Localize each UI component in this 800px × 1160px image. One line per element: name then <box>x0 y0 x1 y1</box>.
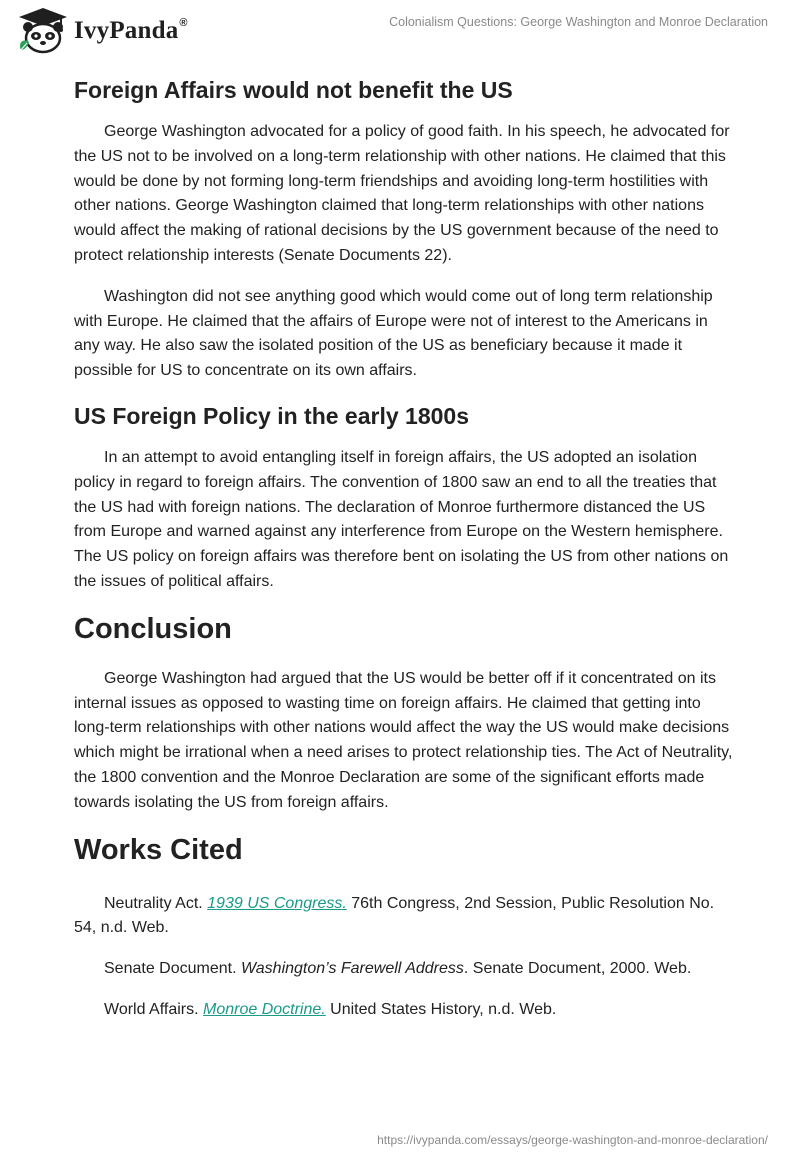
brand-name: IvyPanda® <box>74 17 188 44</box>
citation-link-1939-us-congress[interactable]: 1939 US Congress. <box>207 894 347 912</box>
citation-senate-document: Senate Document. Washington’s Farewell Address. Senate Document, 2000. Web. <box>104 960 692 978</box>
section-heading-foreign-affairs: Foreign Affairs would not benefit the US <box>74 77 513 103</box>
paragraph: In an attempt to avoid entangling itself in foreign affairs, the US adopted an isolation policy in regard to foreign affairs. The convention of 1800 saw an end to all the treaties that the US had with foreign nations. The declaration of Monroe furthermore distanced the US from Europe and warned against any interference from Europe on the Western hemisphere. The US policy on foreign affairs was therefore bent on isolating the US from other nations on the issues of political affairs. <box>74 448 729 590</box>
section-heading-us-foreign-policy: US Foreign Policy in the early 1800s <box>74 402 469 429</box>
citation-neutrality-act: Neutrality Act. 1939 US Congress. 76th Congress, 2nd Session, Public Resolution No. 54, n.d. Web. <box>74 894 715 937</box>
section-heading-conclusion: Conclusion <box>74 612 232 645</box>
citation-world-affairs: World Affairs. Monroe Doctrine. United States History, n.d. Web. <box>104 1000 557 1018</box>
panda-graduate-icon <box>15 6 71 56</box>
footer-url[interactable]: https://ivypanda.com/essays/george-washington-and-monroe-declaration/ <box>377 1133 768 1147</box>
document-title: Colonialism Questions: George Washington and Monroe Declaration <box>389 15 768 29</box>
section-heading-works-cited: Works Cited <box>74 833 243 866</box>
paragraph: George Washington advocated for a policy of good faith. In his speech, he advocated for the US not to be involved on a long-term relationship with other nations. He claimed that this would be done by not forming long-term friendships and avoiding long-term hostilities with other nations. George Washington claimed that long-term relationships with other nations would affect the making of rational decisions by the US government because of the need to protect relationship interests (Senate Documents 22). <box>74 123 730 264</box>
page-header <box>0 0 800 70</box>
paragraph: George Washington had argued that the US would be better off if it concentrated on its internal issues as opposed to wasting time on foreign affairs. He claimed that getting into long-term relationships with other nations would affect the way the US would make decisions which might be irrational when a need arises to protect relationship ties. The Act of Neutrality, the 1800 convention and the Monroe Declaration are some of the significant efforts made towards isolating the US from foreign affairs. <box>74 669 733 811</box>
citation-link-monroe-doctrine[interactable]: Monroe Doctrine. <box>203 1000 326 1018</box>
paragraph: Washington did not see anything good which would come out of long term relationship with Europe. He claimed that the affairs of Europe were not of interest to the Americans in any way. He also saw the isolated position of the US as beneficiary because it made it possible for US to concentrate on its own affairs. <box>74 287 713 380</box>
essay-body <box>74 70 734 1023</box>
ivypanda-logo[interactable] <box>15 6 188 56</box>
